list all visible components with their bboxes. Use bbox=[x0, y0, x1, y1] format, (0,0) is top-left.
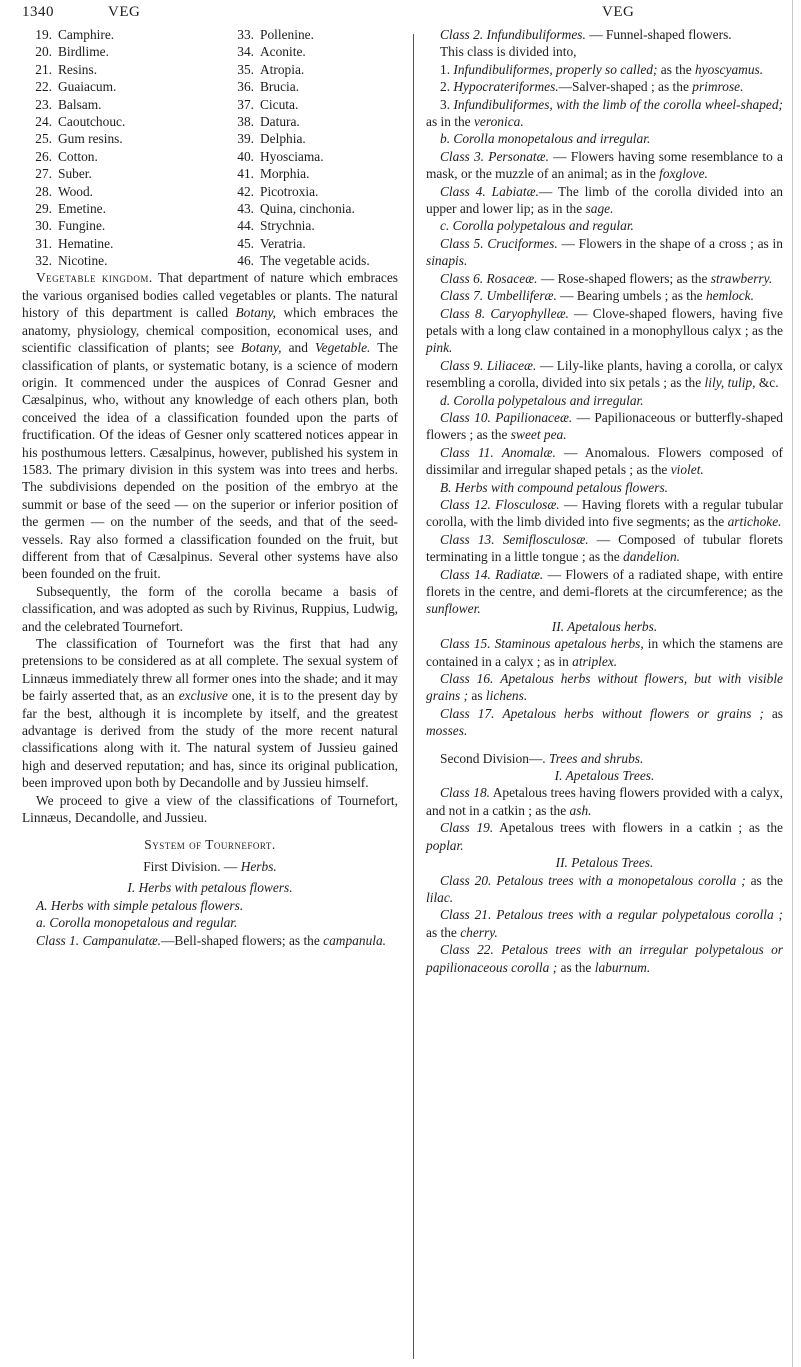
text-span: as the bbox=[426, 924, 461, 940]
ingredient-item bbox=[22, 235, 210, 252]
class-example: sinapis. bbox=[426, 253, 468, 269]
text-span: First Division. — bbox=[143, 858, 238, 874]
ingredient-item bbox=[224, 200, 398, 217]
class-12-entry bbox=[426, 496, 783, 531]
page-number: 1340 bbox=[22, 4, 54, 20]
proceed-paragraph: We proceed to give a view of the classifications of Tournefort, Linnæus, Decandolle, and Jussieu. bbox=[22, 792, 398, 826]
term-botany: Botany, bbox=[235, 305, 277, 321]
ingredient-name: Wood. bbox=[58, 183, 93, 199]
ingredient-item bbox=[22, 148, 210, 165]
class-label: Class 18. bbox=[440, 785, 490, 801]
class-label: Class 7. bbox=[440, 288, 484, 304]
example: primrose. bbox=[692, 79, 744, 95]
text-span: The classification of Tournefort was the first that had any pretensions to be considered as at all complete. The sexual system of Linnæus immediately threw all former ones into the shade; and it may be fairly asserted that, as an bbox=[22, 636, 398, 704]
ingredient-number: 42. bbox=[237, 183, 254, 199]
ingredient-item bbox=[224, 78, 398, 95]
class-name: Campanulatæ. bbox=[82, 932, 162, 948]
text-span: —Bell-shaped flowers; as the bbox=[161, 932, 324, 948]
ingredient-name: Atropia. bbox=[260, 61, 305, 77]
ingredient-item bbox=[22, 183, 210, 200]
text-span: — Anomalous. Flowers composed of dissimilar and irregular shaped petals ; as the bbox=[426, 444, 783, 478]
class-example: laburnum. bbox=[594, 959, 651, 975]
class-21-entry bbox=[426, 906, 783, 941]
text-span: — Funnel-shaped flowers. bbox=[585, 27, 732, 42]
ingredient-name: Fungine. bbox=[58, 218, 106, 234]
class-17-entry bbox=[426, 705, 783, 740]
ingredient-item bbox=[224, 235, 398, 252]
ingredient-item bbox=[22, 130, 210, 147]
text-span: Apetalous trees having flowers provided with a calyx, and not in a catkin ; as the bbox=[426, 785, 783, 818]
class-2-entry bbox=[426, 26, 783, 43]
class-label: Class 21. bbox=[440, 907, 492, 923]
ingredient-item bbox=[22, 26, 210, 43]
text-span: The classification of plants, or systematic botany, is a science of modern origin. It commenced under the auspices of Conrad Gesner and Cæsalpinus, who, without any knowledge of each others plan, both conceived the idea of a classification founded upon the parts of fructification. Of the ideas of Gesner only scattered notices appear in his posthumous letters. Cæsalpinus, however, published his system in 1583. The primary division in this system was into trees and herbs. The subdivisions depended on the position of the embryo at the summit or base of the seed — on the superior or inferior position of the germen — on the number of the seeds, and that of the seed-vessels. Ray also formed a classification founded on the fruit, but different from that of Cæsalpinus. Several other systems have also been founded on the fruit. bbox=[22, 340, 399, 582]
class-name: Flosculosæ. bbox=[495, 496, 560, 512]
ingredient-number: 33. bbox=[237, 27, 254, 42]
class-example: lily, tulip, bbox=[704, 375, 756, 391]
class-label: Class 3. bbox=[440, 148, 485, 164]
ingredient-item bbox=[224, 165, 398, 182]
ingredient-name: Camphire. bbox=[58, 27, 115, 42]
class-label: Class 12. bbox=[440, 496, 491, 512]
class-label: Class 14. bbox=[440, 566, 491, 582]
class-name: Infundibuliformes. bbox=[486, 27, 586, 42]
ingredient-number: 38. bbox=[237, 113, 254, 129]
class-example: cherry. bbox=[460, 924, 498, 940]
text-span: as the bbox=[557, 959, 595, 975]
ingredient-name: Morphia. bbox=[260, 166, 310, 182]
ingredient-item bbox=[22, 61, 210, 78]
ingredient-number: 36. bbox=[237, 79, 254, 95]
class-1-entry bbox=[22, 932, 398, 949]
term: Infundibuliformes, properly so called; bbox=[453, 61, 658, 77]
class-example: campanula. bbox=[323, 932, 387, 948]
subdivision-1 bbox=[426, 61, 783, 78]
class-label: Class 16. bbox=[440, 671, 494, 687]
class-name: Papilionaceæ. bbox=[495, 409, 573, 425]
ingredient-number: 31. bbox=[35, 235, 52, 251]
class-name: Caryophylleæ. bbox=[490, 305, 569, 321]
class-10-entry bbox=[426, 409, 783, 444]
class-label: Class 22. bbox=[440, 942, 494, 958]
text-span: Apetalous trees with flowers in a catkin ; as the bbox=[493, 820, 783, 836]
class-name: Apetalous herbs without flowers or grains ; bbox=[502, 705, 764, 721]
ingredient-name: Suber. bbox=[58, 166, 92, 182]
class-14-entry bbox=[426, 566, 783, 618]
ingredient-number: 44. bbox=[237, 218, 254, 234]
right-column bbox=[426, 26, 783, 976]
ingredient-name: Hematine. bbox=[58, 235, 114, 251]
class-4-entry bbox=[426, 183, 783, 218]
class-label: Class 20. bbox=[440, 872, 492, 888]
text-span: That department of nature which embraces the various organised bodies called vegetables or plants. The natural history of this department is called bbox=[22, 270, 399, 321]
class-name: Umbelliferæ. bbox=[486, 288, 557, 304]
ingredient-name: Brucia. bbox=[260, 79, 300, 95]
ingredient-name: Guaiacum. bbox=[58, 79, 117, 95]
d-heading: d. Corolla polypetalous and irregular. bbox=[440, 392, 644, 408]
class-example: sunflower. bbox=[426, 601, 481, 617]
class-11-entry bbox=[426, 444, 783, 479]
ingredient-number: 30. bbox=[35, 218, 52, 234]
ingredient-name: Cotton. bbox=[58, 148, 98, 164]
II-heading: II. Apetalous herbs. bbox=[551, 618, 658, 634]
ingredient-name: The vegetable acids. bbox=[260, 253, 370, 269]
class-16-entry bbox=[426, 670, 783, 705]
class-name: Apetalous herbs without flowers, but with visible grains ; bbox=[426, 671, 783, 704]
ingredient-name: Quina, cinchonia. bbox=[260, 200, 355, 216]
ingredient-name: Aconite. bbox=[260, 44, 306, 60]
class-name: Rosaceæ. bbox=[486, 270, 538, 286]
class-example: ash. bbox=[569, 802, 592, 818]
ingredient-item bbox=[224, 61, 398, 78]
class-example: poplar. bbox=[426, 837, 464, 853]
class-name: Radiatæ. bbox=[495, 566, 544, 582]
ingredient-number: 40. bbox=[237, 148, 254, 164]
class-label: Class 1. bbox=[36, 932, 80, 948]
ingredient-number: 25. bbox=[35, 131, 52, 147]
ingredients-column-1 bbox=[22, 26, 210, 269]
term-herbs: Herbs. bbox=[240, 858, 277, 874]
class-label: Class 11. bbox=[440, 444, 494, 460]
ingredient-item bbox=[22, 113, 210, 130]
class-example: strawberry. bbox=[710, 270, 773, 286]
second-division-heading bbox=[426, 750, 783, 767]
term: Infundibuliformes, with the limb of the corolla wheel-shaped; bbox=[453, 96, 783, 112]
text-span: in which the stamens are contained in a calyx ; as in bbox=[426, 636, 784, 669]
ingredient-number: 35. bbox=[237, 61, 254, 77]
text-span: 1. bbox=[440, 61, 454, 77]
text-span: one, it is to the present day by far the best, although it is incomplete by itself, and the greatest advantage is derived from the study of the more recent natural classifications along with it. The natural system of Jussieu gained high and deserved reputation; and has, since its original publication, been improved upon both by Decandolle and by Jussieu himself. bbox=[22, 688, 398, 791]
class-example: sage. bbox=[585, 201, 614, 217]
text-span: —Salver-shaped ; as the bbox=[558, 79, 693, 95]
vegetable-kingdom-paragraph bbox=[22, 269, 398, 582]
text-span: — Flowers in the shape of a cross ; as in bbox=[557, 235, 783, 251]
class-8-entry bbox=[426, 305, 783, 357]
class-18-entry bbox=[426, 784, 783, 819]
class-13-entry bbox=[426, 531, 783, 566]
text-span: — Rose-shaped flowers; as the bbox=[537, 270, 711, 286]
text-span: — Flowers having some resemblance to a mask, or the muzzle of an animal; as in the bbox=[426, 148, 783, 182]
ingredient-name: Cicuta. bbox=[260, 96, 299, 112]
ingredient-number: 28. bbox=[35, 183, 52, 199]
ingredient-number: 46. bbox=[237, 253, 254, 269]
subdivision-2 bbox=[426, 78, 783, 95]
c-heading: c. Corolla polypetalous and regular. bbox=[440, 218, 634, 234]
class-example: hemlock. bbox=[705, 288, 754, 304]
ingredient-item bbox=[22, 165, 210, 182]
class-label: Class 9. bbox=[440, 357, 484, 373]
text-span: — Lily-like plants, having a corolla, or calyx resembling a corolla, divided into six petals ; as the bbox=[426, 357, 783, 391]
ingredients-column-2 bbox=[224, 26, 398, 269]
ingredient-number: 21. bbox=[35, 61, 52, 77]
page-edge-line bbox=[792, 0, 793, 1367]
text-span: 3. bbox=[440, 96, 454, 112]
text-span: — Bearing umbels ; as the bbox=[556, 288, 706, 304]
class-example: lichens. bbox=[485, 688, 528, 704]
class-example: artichoke. bbox=[727, 514, 782, 530]
term-exclusive: exclusive bbox=[178, 688, 228, 704]
ingredient-number: 32. bbox=[35, 253, 52, 269]
text-span: — Having florets with a regular tubular corolla, with the limb divided into five segments; as the bbox=[426, 496, 783, 530]
ingredient-item bbox=[224, 148, 398, 165]
class-name: Petalous trees with a monopetalous corolla ; bbox=[496, 872, 746, 888]
ingredient-item bbox=[224, 130, 398, 147]
ingredient-item bbox=[224, 217, 398, 234]
ingredient-name: Birdlime. bbox=[58, 44, 109, 60]
text-span: and bbox=[281, 340, 315, 356]
ingredient-number: 39. bbox=[237, 131, 254, 147]
ingredient-item bbox=[22, 43, 210, 60]
ingredient-number: 45. bbox=[237, 235, 254, 251]
class-19-entry bbox=[426, 819, 783, 854]
class-name: Cruciformes. bbox=[487, 235, 558, 251]
class-example: pink. bbox=[426, 340, 453, 356]
ingredient-name: Emetine. bbox=[58, 200, 106, 216]
class-label: Class 13. bbox=[440, 531, 495, 547]
ingredient-number: 43. bbox=[237, 200, 254, 216]
class-example: violet. bbox=[670, 462, 704, 478]
first-division-heading bbox=[22, 858, 398, 875]
ingredient-number: 23. bbox=[35, 96, 52, 112]
ref-botany: Botany, bbox=[240, 340, 282, 356]
right-running-head: VEG bbox=[602, 4, 635, 20]
class-label: Class 15. bbox=[440, 636, 491, 652]
I-trees-heading: I. Apetalous Trees. bbox=[554, 768, 655, 784]
class-5-entry bbox=[426, 235, 783, 270]
system-heading: System of Tournefort. bbox=[144, 837, 276, 853]
text-span: Second Division—. bbox=[440, 750, 546, 766]
herbs-A-heading: A. Herbs with simple petalous flowers. bbox=[36, 897, 244, 913]
class-label: Class 10. bbox=[440, 409, 491, 425]
text-span: as bbox=[468, 688, 486, 704]
class-name: Labiatæ. bbox=[491, 183, 539, 199]
text-span: — The limb of the corolla divided into an upper and lower lip; as in the bbox=[426, 183, 783, 217]
ref-vegetable: Vegetable. bbox=[314, 340, 371, 356]
text-span: as the bbox=[657, 61, 696, 77]
class-22-entry bbox=[426, 941, 783, 976]
tournefort-paragraph bbox=[22, 635, 398, 792]
ingredient-number: 22. bbox=[35, 79, 52, 95]
subdivision-3 bbox=[426, 96, 783, 131]
text-span: 2. bbox=[440, 79, 454, 95]
b-heading: b. Corolla monopetalous and irregular. bbox=[440, 131, 651, 147]
class-name: Semiflosculosæ. bbox=[502, 531, 589, 547]
ingredient-name: Resins. bbox=[58, 61, 98, 77]
text-span: — Clove-shaped flowers, having five petals with a long claw contained in a monophyllous calyx ; as the bbox=[426, 305, 783, 338]
class-6-entry bbox=[426, 270, 783, 287]
ingredient-name: Datura. bbox=[260, 113, 300, 129]
II-trees-heading: II. Petalous Trees. bbox=[555, 855, 654, 871]
class-7-entry bbox=[426, 287, 783, 304]
class-label: Class 4. bbox=[440, 183, 486, 199]
text-span: as bbox=[763, 705, 783, 721]
class-3-entry bbox=[426, 148, 783, 183]
ingredient-name: Caoutchouc. bbox=[58, 113, 126, 129]
ingredient-item bbox=[224, 113, 398, 130]
ingredient-item bbox=[22, 200, 210, 217]
ingredient-number: 37. bbox=[237, 96, 254, 112]
ingredient-item bbox=[224, 183, 398, 200]
ingredient-item bbox=[22, 78, 210, 95]
left-column bbox=[22, 26, 398, 949]
vegetable-kingdom-heading: Vegetable kingdom. bbox=[36, 270, 153, 286]
ingredient-number: 24. bbox=[35, 113, 52, 129]
text-span: — Flowers of a radiated shape, with entire florets in the centre, and demi-florets at the circumference; as the bbox=[426, 566, 783, 599]
class-example: mosses. bbox=[426, 723, 468, 739]
ingredient-name: Balsam. bbox=[58, 96, 102, 112]
class-label: Class 6. bbox=[440, 270, 484, 286]
class-example: sweet pea. bbox=[510, 427, 567, 443]
ingredient-number: 19. bbox=[35, 27, 52, 42]
ingredient-name: Veratria. bbox=[260, 235, 306, 251]
class-name: Petalous trees with a regular polypetalous corolla ; bbox=[496, 907, 783, 923]
text-span: as the bbox=[745, 872, 783, 888]
term: Trees and shrubs. bbox=[549, 750, 644, 766]
ingredient-item bbox=[224, 43, 398, 60]
class-15-entry bbox=[426, 635, 783, 670]
ingredient-item bbox=[22, 217, 210, 234]
ingredient-number: 29. bbox=[35, 200, 52, 216]
example: veronica. bbox=[473, 114, 524, 130]
ingredient-name: Pollenine. bbox=[260, 27, 314, 42]
class-name: Petalous trees with an irregular polypetalous or papilionaceous corolla ; bbox=[426, 942, 783, 975]
ingredient-name: Hyosciama. bbox=[260, 148, 324, 164]
ingredient-number: 34. bbox=[237, 44, 254, 60]
ingredient-item bbox=[22, 96, 210, 113]
term: Hypocrateriformes. bbox=[453, 79, 559, 95]
ingredient-item bbox=[224, 26, 398, 43]
class-label: Class 5. bbox=[440, 235, 484, 251]
class-example: atriplex. bbox=[572, 653, 618, 669]
class-example: lilac. bbox=[426, 889, 454, 905]
column-rule bbox=[413, 34, 414, 1359]
ingredient-item bbox=[22, 252, 210, 269]
class-20-entry bbox=[426, 872, 783, 907]
left-running-head: VEG bbox=[108, 4, 141, 20]
class-label: Class 2. bbox=[440, 27, 484, 42]
class-name: Personatæ. bbox=[488, 148, 549, 164]
herbs-I-heading: I. Herbs with petalous flowers. bbox=[127, 880, 293, 896]
text-span: which embraces the anatomy, physiology, chemical composition, economical uses, and scientific classification of plants; see bbox=[22, 305, 398, 356]
text-span: as in the bbox=[426, 114, 474, 130]
ingredient-name: Delphia. bbox=[260, 131, 306, 147]
example: hyoscyamus. bbox=[695, 61, 764, 77]
ingredient-name: Nicotine. bbox=[58, 253, 108, 269]
text-span: — Papilionaceous or butterfly-shaped flowers ; as the bbox=[426, 409, 783, 443]
text-span: — Composed of tubular florets terminating in a little tongue ; as the bbox=[426, 531, 783, 565]
ingredient-name: Strychnia. bbox=[260, 218, 315, 234]
ingredient-number: 20. bbox=[35, 44, 52, 60]
class-9-entry bbox=[426, 357, 783, 392]
ingredient-name: Picotroxia. bbox=[260, 183, 319, 199]
class-name: Staminous apetalous herbs, bbox=[494, 636, 644, 652]
class-example: dandelion. bbox=[623, 549, 680, 565]
corolla-paragraph: Subsequently, the form of the corolla became a basis of classification, and was adopted as such by Rivinus, Ruppius, Ludwig, and the celebrated Tournefort. bbox=[22, 583, 398, 634]
text-span: &c. bbox=[755, 375, 779, 391]
class-example: foxglove. bbox=[659, 166, 708, 182]
ingredient-number: 41. bbox=[237, 166, 254, 182]
class-label: Class 19. bbox=[440, 820, 494, 836]
class-name: Anomalæ. bbox=[501, 444, 556, 460]
ingredient-number: 26. bbox=[35, 148, 52, 164]
herbs-a-heading: a. Corolla monopetalous and regular. bbox=[36, 915, 238, 931]
ingredient-number: 27. bbox=[35, 166, 52, 182]
ingredient-item bbox=[224, 96, 398, 113]
divided-line: This class is divided into, bbox=[440, 44, 577, 60]
ingredient-item bbox=[224, 252, 398, 269]
class-name: Liliaceæ. bbox=[486, 357, 537, 373]
class-label: Class 17. bbox=[440, 705, 495, 721]
ingredients-list bbox=[22, 26, 398, 269]
B-heading: B. Herbs with compound petalous flowers. bbox=[440, 479, 669, 495]
running-header bbox=[22, 4, 782, 24]
ingredient-name: Gum resins. bbox=[58, 131, 123, 147]
class-label: Class 8. bbox=[440, 305, 486, 321]
